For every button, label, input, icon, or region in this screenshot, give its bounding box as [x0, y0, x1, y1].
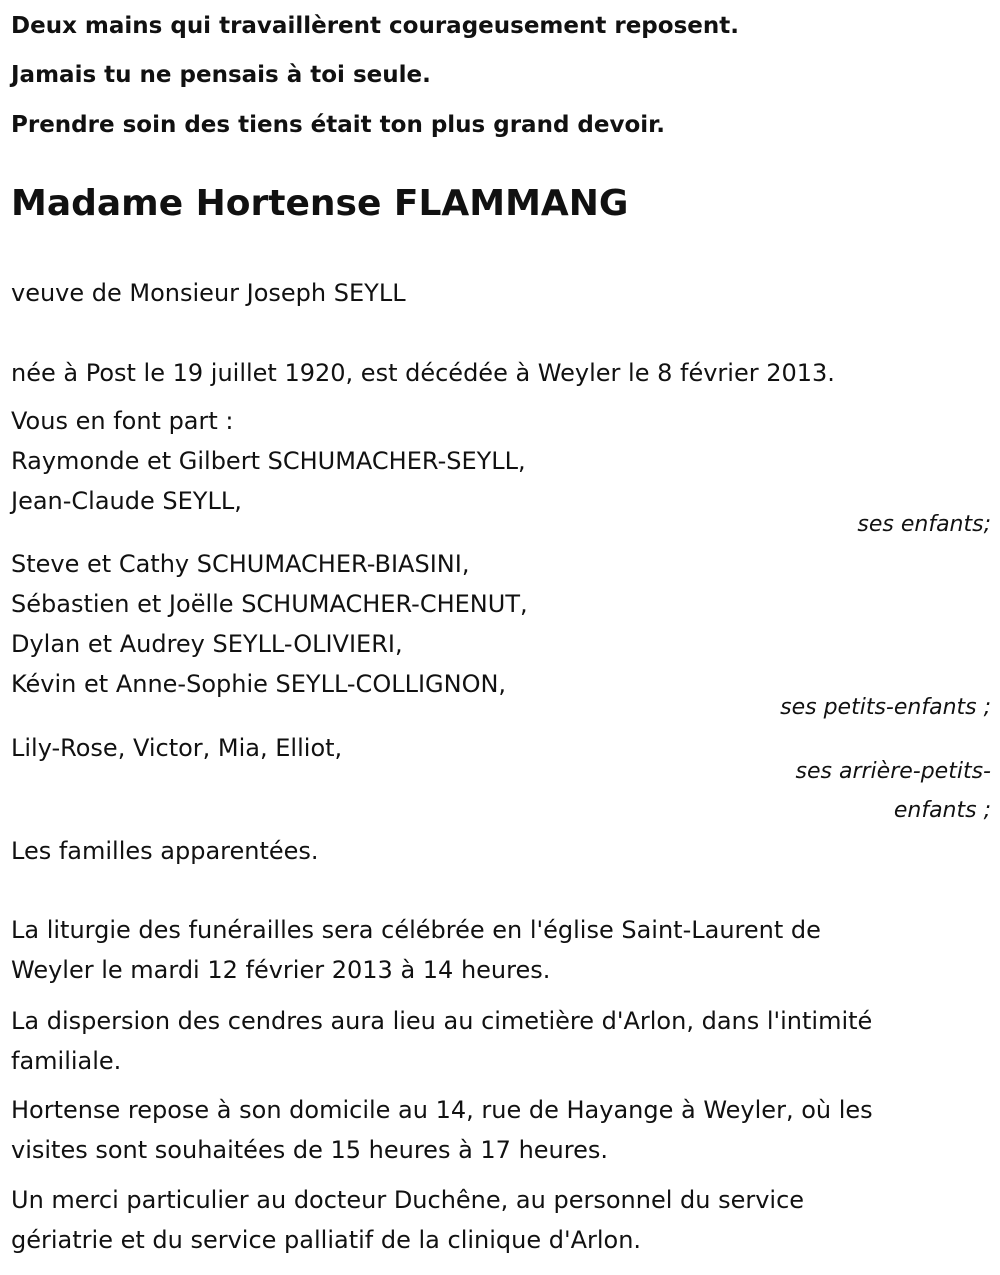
verse-line-1: Deux mains qui travaillèrent courageusement reposent. — [11, 13, 739, 39]
child-line: Raymonde et Gilbert SCHUMACHER-SEYLL, — [11, 447, 526, 475]
widow-line: veuve de Monsieur Joseph SEYLL — [11, 279, 406, 307]
verse-line-2: Jamais tu ne pensais à toi seule. — [11, 62, 431, 88]
grandchildren-label: ses petits-enfants ; — [780, 695, 991, 720]
funeral-paragraph-line: La liturgie des funérailles sera célébrée en l'église Saint-Laurent de — [11, 916, 821, 944]
grandchild-line: Sébastien et Joëlle SCHUMACHER-CHENUT, — [11, 590, 528, 618]
visits-paragraph-line: Hortense repose à son domicile au 14, rue de Hayange à Weyler, où les — [11, 1096, 873, 1124]
great-grandchildren-label-2: enfants ; — [893, 798, 991, 823]
grandchild-line: Steve et Cathy SCHUMACHER-BIASINI, — [11, 550, 470, 578]
verse-line-3: Prendre soin des tiens était ton plus grand devoir. — [11, 112, 665, 138]
children-label: ses enfants; — [857, 512, 991, 537]
ashes-paragraph-line: familiale. — [11, 1047, 122, 1075]
announcement-intro: Vous en font part : — [11, 407, 234, 435]
great-grandchildren-line: Lily-Rose, Victor, Mia, Elliot, — [11, 734, 343, 762]
thanks-paragraph-line: Un merci particulier au docteur Duchêne, au personnel du service — [11, 1186, 805, 1214]
birth-death-line: née à Post le 19 juillet 1920, est décédée à Weyler le 8 février 2013. — [11, 359, 835, 387]
ashes-paragraph-line: La dispersion des cendres aura lieu au cimetière d'Arlon, dans l'intimité — [11, 1007, 873, 1035]
deceased-name: Madame Hortense FLAMMANG — [11, 183, 629, 224]
child-line: Jean-Claude SEYLL, — [11, 487, 242, 515]
grandchild-line: Dylan et Audrey SEYLL-OLIVIERI, — [11, 630, 403, 658]
related-families: Les familles apparentées. — [11, 837, 319, 865]
funeral-paragraph-line: Weyler le mardi 12 février 2013 à 14 heures. — [11, 956, 551, 984]
thanks-paragraph-line: gériatrie et du service palliatif de la clinique d'Arlon. — [11, 1226, 642, 1254]
visits-paragraph-line: visites sont souhaitées de 15 heures à 17 heures. — [11, 1136, 608, 1164]
grandchild-line: Kévin et Anne-Sophie SEYLL-COLLIGNON, — [11, 670, 507, 698]
great-grandchildren-label-1: ses arrière-petits- — [795, 759, 991, 784]
